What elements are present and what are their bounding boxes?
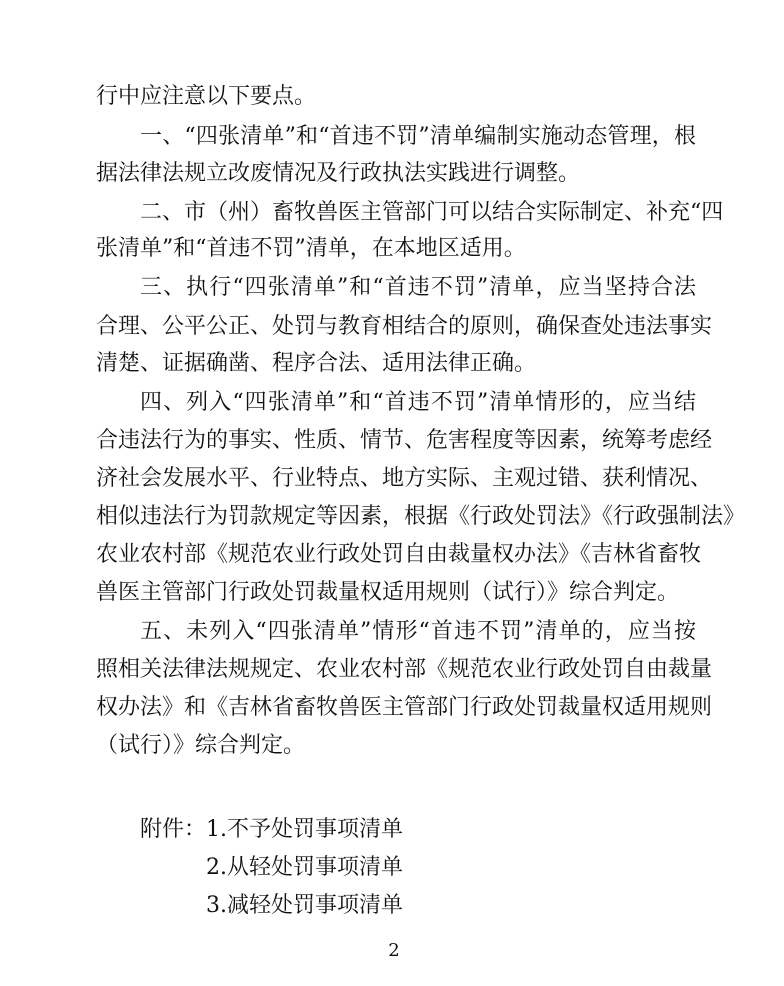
body-line: 权办法》和《吉林省畜牧兽医主管部门行政处罚裁量权适用规则 <box>96 695 713 720</box>
body-line: 兽医主管部门行政处罚裁量权适用规则（试行）》综合判定。 <box>96 580 680 605</box>
attachment-item: 1.不予处罚事项清单 <box>206 817 403 842</box>
body-line: 相似违法行为罚款规定等因素，根据《行政处罚法》《行政强制法》 <box>96 504 746 529</box>
attachment-label: 附件： <box>140 817 207 842</box>
body-line: 农业农村部《规范农业行政处罚自由裁量权办法》《吉林省畜牧 <box>96 542 702 567</box>
body-line: 三、执行“四张清单”和“首违不罚”清单，应当坚持合法 <box>140 275 696 300</box>
body-line: 合违法行为的事实、性质、情节、危害程度等因素，统筹考虑经 <box>96 428 713 453</box>
body-line: 四、列入“四张清单”和“首违不罚”清单情形的，应当结 <box>140 390 696 415</box>
page-number: 2 <box>388 940 400 961</box>
body-line: 五、未列入“四张清单”情形“首违不罚”清单的，应当按 <box>140 619 696 644</box>
body-line: 清楚、证据确凿、程序合法、适用法律正确。 <box>96 351 537 376</box>
body-line: 合理、公平公正、处罚与教育相结合的原则，确保查处违法事实 <box>96 314 713 339</box>
body-line: 照相关法律法规规定、农业农村部《规范农业行政处罚自由裁量 <box>96 657 713 682</box>
body-line: （试行）》综合判定。 <box>96 733 306 758</box>
attachment-item: 3.减轻处罚事项清单 <box>206 893 403 918</box>
body-line: 一、“四张清单”和“首违不罚”清单编制实施动态管理，根 <box>140 124 696 149</box>
attachment-item: 2.从轻处罚事项清单 <box>206 855 403 880</box>
body-line: 行中应注意以下要点。 <box>96 84 317 109</box>
body-line: 据法律法规立改废情况及行政执法实践进行调整。 <box>96 161 581 186</box>
body-line: 二、市（州）畜牧兽医主管部门可以结合实际制定、补充“四 <box>140 200 724 225</box>
body-line: 济社会发展水平、行业特点、地方实际、主观过错、获利情况、 <box>96 466 713 491</box>
body-line: 张清单”和“首违不罚”清单，在本地区适用。 <box>96 236 526 261</box>
